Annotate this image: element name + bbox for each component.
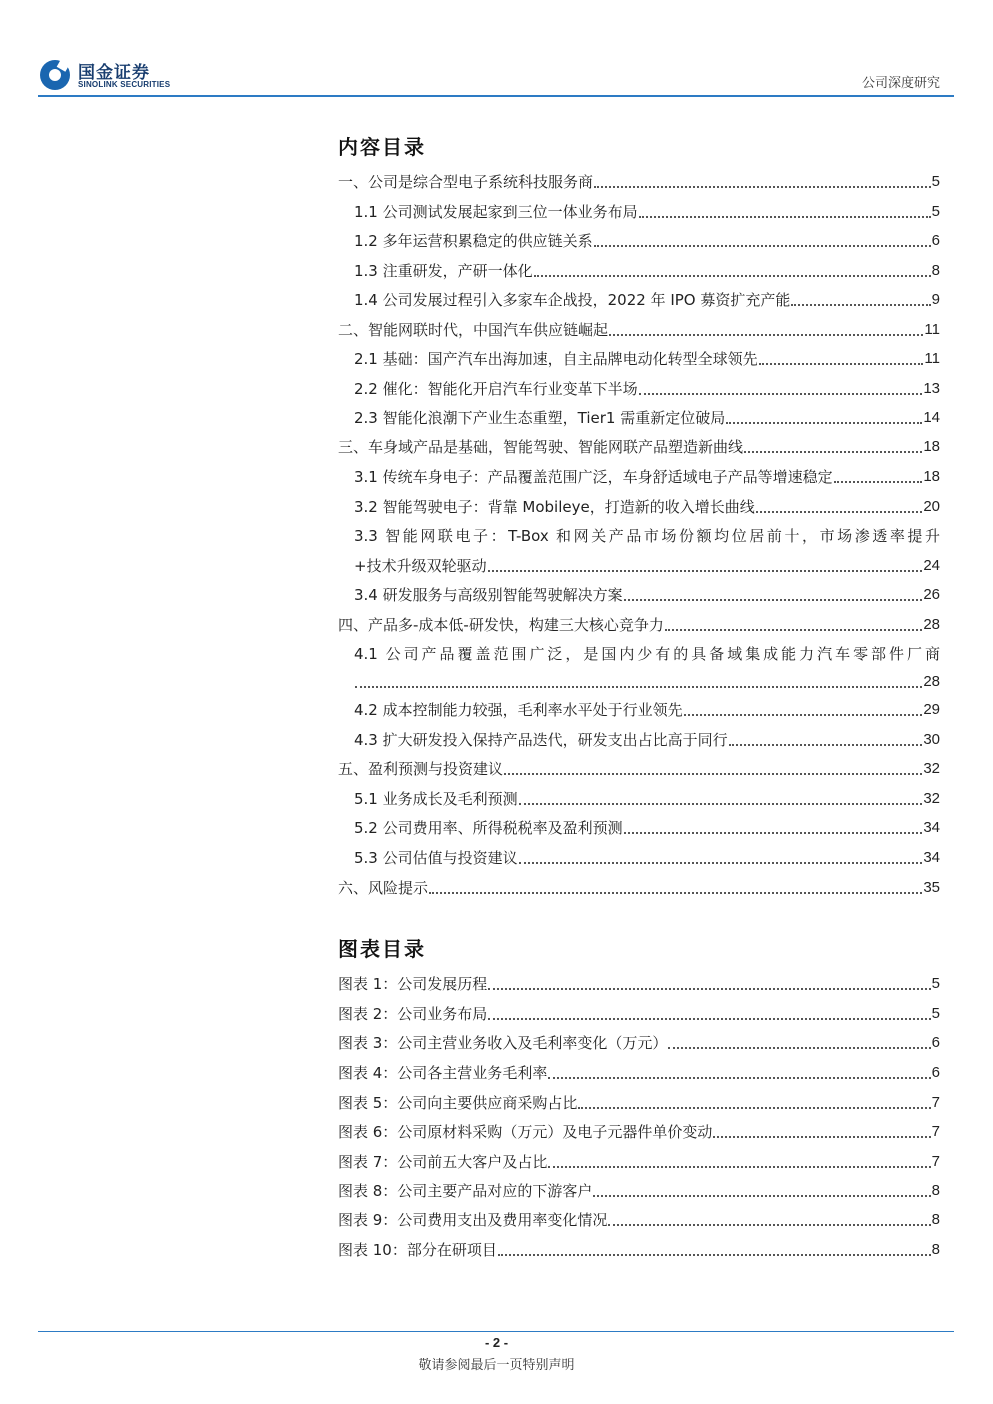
figure-entry[interactable]	[338, 1181, 940, 1201]
dot-leader	[488, 1017, 930, 1020]
entry-page-number: 32	[923, 790, 940, 807]
entry-page-number: 30	[923, 731, 940, 748]
dot-leader	[759, 362, 924, 365]
entry-page-number: 26	[923, 586, 940, 603]
entry-title: 1.4 公司发展过程引入多家车企战投，2022 年 IPO 募资扩充产能	[354, 291, 791, 309]
entry-page-number: 5	[931, 975, 940, 992]
toc-entry[interactable]	[354, 585, 940, 605]
entry-page-number: 20	[923, 498, 940, 515]
entry-title: 六、风险提示	[338, 879, 429, 897]
entry-page-number: 6	[931, 1034, 940, 1051]
toc-entry[interactable]	[354, 497, 940, 517]
figure-entry[interactable]	[338, 1210, 940, 1230]
figure-entry[interactable]	[338, 1093, 940, 1113]
toc-title: 内容目录	[338, 135, 426, 159]
toc-entry[interactable]	[354, 818, 940, 838]
entry-title: 5.1 业务成长及毛利预测	[354, 790, 518, 808]
toc-entry[interactable]	[338, 759, 940, 779]
toc-entry-line2[interactable]	[354, 556, 940, 576]
entry-title: 图表 4：公司各主营业务毛利率	[338, 1064, 548, 1082]
entry-page-number: 7	[931, 1123, 940, 1140]
entry-title: 图表 9：公司费用支出及费用率变化情况	[338, 1211, 608, 1229]
entry-page-number: 8	[931, 262, 940, 279]
dot-leader	[668, 1046, 930, 1049]
entry-title: 一、公司是综合型电子系统科技服务商	[338, 173, 594, 191]
entry-title: 三、车身域产品是基础，智能驾驶、智能网联产品塑造新曲线	[338, 438, 744, 456]
toc-entry-line2[interactable]	[354, 672, 940, 692]
entry-page-number: 35	[923, 879, 940, 896]
entry-page-number: 5	[931, 1005, 940, 1022]
entry-title: 4.2 成本控制能力较强，毛利率水平处于行业领先	[354, 701, 683, 719]
dot-leader	[594, 185, 931, 188]
entry-title: 二、智能网联时代，中国汽车供应链崛起	[338, 321, 609, 339]
toc-entry[interactable]	[354, 848, 940, 868]
entry-page-number: 5	[931, 173, 940, 190]
entry-page-number: 5	[931, 203, 940, 220]
toc-entry[interactable]	[354, 202, 940, 222]
dot-leader	[834, 480, 923, 483]
entry-title: 3.1 传统车身电子：产品覆盖范围广泛，车身舒适域电子产品等增速稳定	[354, 468, 833, 486]
dot-leader	[684, 713, 923, 716]
entry-page-number: 32	[923, 760, 940, 777]
figure-entry[interactable]	[338, 1063, 940, 1083]
toc-entry[interactable]	[354, 231, 940, 251]
dot-leader	[519, 802, 923, 805]
entry-title: 3.2 智能驾驶电子：背靠 Mobileye，打造新的收入增长曲线	[354, 498, 755, 516]
figure-entry[interactable]	[338, 1033, 940, 1053]
figure-entry[interactable]	[338, 1152, 940, 1172]
dot-leader	[488, 987, 930, 990]
entry-title: 4.3 扩大研发投入保持产品迭代，研发支出占比高于同行	[354, 731, 728, 749]
figure-entry[interactable]	[338, 1004, 940, 1024]
logo-english-name: SINOLINK SECURITIES	[78, 80, 171, 89]
entry-page-number: 24	[923, 557, 940, 574]
entry-page-number: 34	[923, 819, 940, 836]
dot-leader	[609, 333, 923, 336]
entry-page-number: 7	[931, 1153, 940, 1170]
entry-title: 图表 10：部分在研项目	[338, 1241, 497, 1259]
dot-leader	[608, 1223, 930, 1226]
toc-entry[interactable]	[354, 700, 940, 720]
dot-leader	[578, 1106, 930, 1109]
dot-leader	[665, 628, 922, 631]
dot-leader	[488, 569, 923, 572]
entry-title: 图表 7：公司前五大客户及占比	[338, 1153, 548, 1171]
logo-chinese-name: 国金证券	[78, 63, 150, 83]
entry-title: +技术升级双轮驱动	[354, 557, 487, 575]
dot-leader	[519, 861, 923, 864]
dot-leader	[744, 450, 922, 453]
entry-page-number: 18	[923, 438, 940, 455]
entry-page-number: 6	[931, 232, 940, 249]
dot-leader	[593, 1194, 930, 1197]
dot-leader	[534, 274, 931, 277]
entry-title: 1.2 多年运营积累稳定的供应链关系	[354, 232, 593, 250]
dot-leader	[639, 215, 931, 218]
toc-entry[interactable]	[338, 878, 940, 898]
toc-entry[interactable]	[354, 408, 940, 428]
entry-title: 图表 8：公司主要产品对应的下游客户	[338, 1182, 593, 1200]
entry-page-number: 8	[931, 1241, 940, 1258]
toc-entry[interactable]	[354, 261, 940, 281]
figure-entry[interactable]	[338, 1240, 940, 1260]
dot-leader	[429, 891, 922, 894]
entry-title: 图表 3：公司主营业务收入及毛利率变化（万元）	[338, 1034, 668, 1052]
entry-title: 5.2 公司费用率、所得税税率及盈利预测	[354, 819, 623, 837]
toc-entry[interactable]	[354, 379, 940, 399]
entry-title: 图表 2：公司业务布局	[338, 1005, 488, 1023]
entry-page-number: 8	[931, 1182, 940, 1199]
entry-title: 1.1 公司测试发展起家到三位一体业务布局	[354, 203, 638, 221]
dot-leader	[756, 510, 923, 513]
entry-title: 图表 1：公司发展历程	[338, 975, 488, 993]
dot-leader	[791, 303, 930, 306]
entry-page-number: 18	[923, 468, 940, 485]
toc-entry-line1[interactable]: 3.3 智能网联电子：T-Box 和网关产品市场份额均位居前十，市场渗透率提升	[354, 527, 940, 545]
header-divider	[38, 95, 954, 97]
toc-entry[interactable]	[354, 730, 940, 750]
entry-title: 2.3 智能化浪潮下产业生态重塑，Tier1 需重新定位破局	[354, 409, 726, 427]
dot-leader	[504, 772, 922, 775]
sinolink-logo-icon	[40, 60, 70, 90]
dot-leader	[624, 831, 923, 834]
entry-page-number: 34	[923, 849, 940, 866]
dot-leader	[548, 1076, 930, 1079]
entry-title: 图表 6：公司原材料采购（万元）及电子元器件单价变动	[338, 1123, 713, 1141]
toc-entry[interactable]	[338, 615, 940, 635]
dot-leader	[548, 1165, 930, 1168]
figure-entry[interactable]	[338, 974, 940, 994]
dot-leader	[639, 392, 923, 395]
toc-entry[interactable]	[338, 172, 940, 192]
entry-title: 2.1 基础：国产汽车出海加速，自主品牌电动化转型全球领先	[354, 350, 758, 368]
toc-entry[interactable]	[354, 349, 940, 369]
entry-title: 2.2 催化：智能化开启汽车行业变革下半场	[354, 380, 638, 398]
footer-divider	[38, 1331, 954, 1332]
entry-page-number: 6	[931, 1064, 940, 1081]
entry-title: 5.3 公司估值与投资建议	[354, 849, 518, 867]
page-number: - 2 -	[484, 1335, 509, 1350]
dot-leader	[726, 421, 922, 424]
entry-title: 3.4 研发服务与高级别智能驾驶解决方案	[354, 586, 623, 604]
entry-title: 图表 5：公司向主要供应商采购占比	[338, 1094, 578, 1112]
figures-title: 图表目录	[338, 937, 426, 961]
toc-entry[interactable]	[338, 437, 940, 457]
figure-entry[interactable]	[338, 1122, 940, 1142]
toc-entry[interactable]	[338, 320, 940, 340]
dot-leader	[594, 244, 931, 247]
entry-page-number: 28	[923, 673, 940, 690]
entry-page-number: 29	[923, 701, 940, 718]
entry-page-number: 11	[924, 321, 940, 338]
dot-leader	[624, 598, 923, 601]
dot-leader	[355, 685, 922, 688]
entry-page-number: 28	[923, 616, 940, 633]
entry-page-number: 11	[924, 350, 940, 367]
entry-title: 五、盈利预测与投资建议	[338, 760, 504, 778]
entry-title: 1.3 注重研发，产研一体化	[354, 262, 533, 280]
page-header	[38, 56, 954, 98]
dot-leader	[729, 743, 923, 746]
toc-entry-line1[interactable]: 4.1 公司产品覆盖范围广泛，是国内少有的具备域集成能力汽车零部件厂商	[354, 645, 940, 663]
entry-page-number: 13	[923, 380, 940, 397]
entry-page-number: 9	[931, 291, 940, 308]
entry-title: 四、产品多-成本低-研发快，构建三大核心竞争力	[338, 616, 664, 634]
entry-page-number: 7	[931, 1094, 940, 1111]
toc-entry[interactable]	[354, 467, 940, 487]
footer-disclaimer: 敬请参阅最后一页特别声明	[418, 1358, 575, 1373]
dot-leader	[498, 1253, 931, 1256]
document-type: 公司深度研究	[861, 76, 940, 91]
dot-leader	[713, 1135, 930, 1138]
toc-entry[interactable]	[354, 789, 940, 809]
entry-page-number: 14	[923, 409, 940, 426]
entry-page-number: 8	[931, 1211, 940, 1228]
toc-entry[interactable]	[354, 290, 940, 310]
